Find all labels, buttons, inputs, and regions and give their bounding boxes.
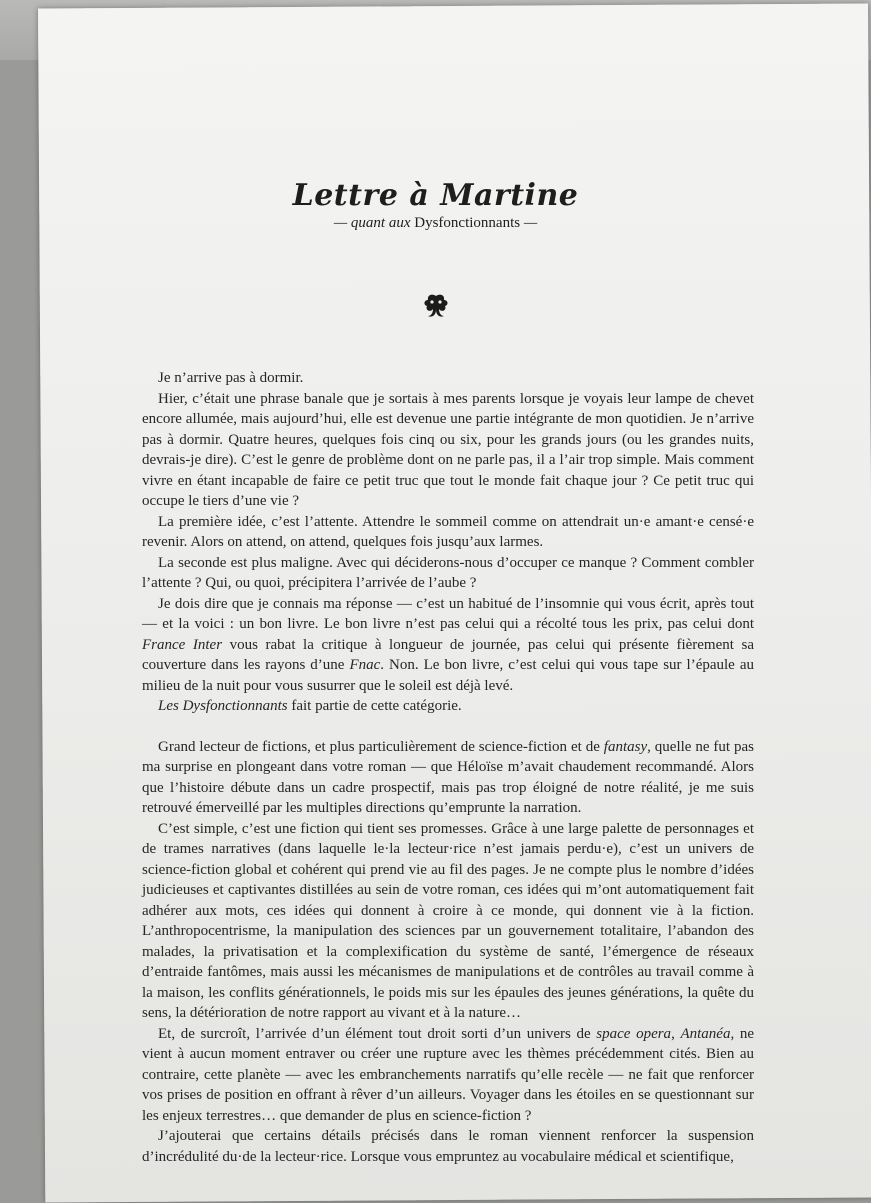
italic-text: Les Dysfonctionnants (158, 698, 288, 714)
text-run: vous rabat la critique à longueur de journée, pas celui qui présente fièrement sa couverture dans les rayons d’une (142, 636, 754, 673)
paragraph (142, 1024, 754, 1127)
text-run: Et, de surcroît, l’arrivée d’un élément tout droit sorti d’un univers de (158, 1025, 597, 1042)
text-run: Je dois dire que je connais ma réponse — c’est un habitué de l’insomnie qui vous écrit, après tout — et la voici : un bon livre. Le bon livre n’est pas celui qui a récolté tous les prix, pas celui dont (142, 595, 754, 632)
letter-header (0, 178, 871, 232)
fleuron-ornament-icon (421, 292, 451, 320)
paragraph: J’ajouterai que certains détails précisés dans le roman viennent renforcer la suspension d’incrédulité du·de la lecteur·rice. Lorsque vous empruntez au vocabulaire médical et scientifique, (142, 1128, 754, 1165)
subtitle-book-name: Dysfonctionnants (414, 215, 521, 231)
letter-body (142, 368, 754, 1167)
text-run: fait partie de cette catégorie. (287, 698, 462, 714)
text-run: . Non. Le bon livre, c’est celui qui vous tape sur l’épaule au milieu de la nuit pour vous susurrer que le soleil est déjà levé. (142, 657, 755, 694)
paragraph: La première idée, c’est l’attente. Attendre le sommeil comme on attendrait un·e amant·e censé·e revenir. Alors on attend, on attend, quelques fois jusqu’aux larmes. (142, 513, 754, 550)
subtitle-prefix: — quant aux (333, 215, 415, 231)
italic-text: France Inter (142, 636, 223, 653)
italic-text: Fnac (349, 657, 381, 673)
paragraph (142, 737, 754, 819)
text-run: , quelle ne fut pas ma surprise en plongeant dans votre roman — que Héloïse m’avait chaudement recommandé. Alors que l’histoire débute dans un cadre prospectif, mais pas trop éloigné de notre réalité, je me suis retrouvé émerveillé par les multiples directions qu’emprunte la narration. (142, 738, 754, 816)
paragraph (142, 594, 754, 697)
italic-text: fantasy (603, 738, 648, 755)
paragraph (142, 696, 754, 717)
paragraph: La seconde est plus maligne. Avec qui déciderons-nous d’occuper ce manque ? Comment combler l’attente ? Qui, ou quoi, précipitera l’arrivée de l’aube ? (142, 554, 754, 591)
paragraph: Hier, c’était une phrase banale que je sortais à mes parents lorsque je voyais leur lampe de chevet encore allumée, mais aujourd’hui, elle est devenue une partie intégrante de mon quotidien. Je n’arrive pas à dormir. Quatre heures, quelques fois cinq ou six, pour les grands jours (ou les grandes nuits, devrais-je dire). C’est le genre de problème dont on ne parle pas, il a l’air trop simple. Mais comment vivre en étant incapable de faire ce petit truc que tout le monde fait chaque jour ? Ce petit truc qui occupe le tiers d’une vie ? (142, 390, 754, 509)
letter-subtitle (0, 215, 871, 232)
text-run: , (671, 1025, 681, 1042)
text-run: , ne vient à aucun moment entraver ou créer une rupture avec les thèmes précédemment cités. Bien au contraire, cette planète — avec les embranchements narratifs qu’elle recèle — ne fait que renforcer vos prises de position en offrant à rêver d’un ailleurs. Voyager dans les étoiles en se questionnant sur les enjeux terrestres… que demander de plus en science-fiction ? (142, 1025, 754, 1124)
italic-text: Antanéa (680, 1025, 731, 1042)
subtitle-suffix: — (520, 215, 538, 231)
text-run: Grand lecteur de fictions, et plus particulièrement de science-fiction et de (158, 738, 604, 755)
paragraph: Je n’arrive pas à dormir. (158, 370, 304, 386)
paragraph: C’est simple, c’est une fiction qui tient ses promesses. Grâce à une large palette de personnages et de trames narratives (dans laquelle le·la lecteur·rice n’est jamais perdu·e), c’est un univers de science-fiction global et cohérent qui prend vie au fil des pages. Je ne compte plus le nombre d’idées judicieuses et captivantes distillées au sein de votre roman, ces idées qui m’ont automatiquement fait adhérer aux mots, ces idées qui donnent à croire à ce monde, qui donnent vie à la fiction. L’anthropocentrisme, la manipulation des sciences par un gouvernement totalitaire, l’abandon des malades, la privatisation et la complexification du système de santé, l’émergence de réseaux d’entraide fantômes, mais aussi les mécanismes de manipulations et de contrôles au travail comme à la maison, les conflits générationnels, le poids mis sur les épaules des jeunes générations, la quête du sens, la détérioration de notre rapport au vivant et à la nature… (142, 820, 754, 1021)
letter-title: Lettre à Martine (292, 178, 579, 213)
italic-text: space opera (596, 1025, 672, 1042)
